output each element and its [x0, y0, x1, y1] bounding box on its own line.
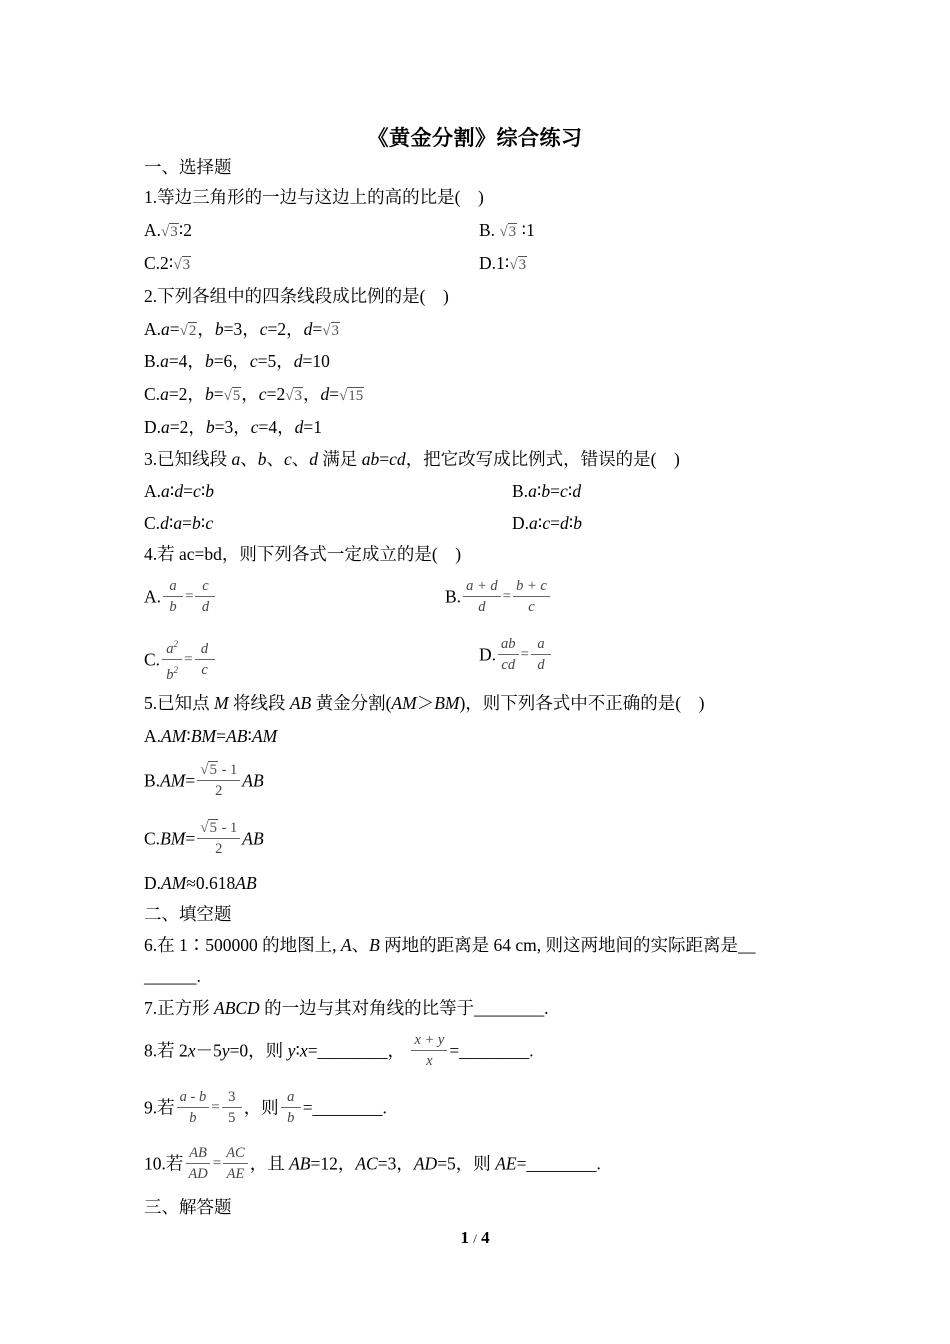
question-1-option-b: B. √3 ∶1 — [479, 220, 535, 240]
question-3-option-b: B.a∶b=c∶d — [512, 481, 582, 501]
page-title: 《黄金分割》综合练习 — [367, 126, 583, 150]
question-5-option-a: A.AM∶BM=AB∶AM — [144, 726, 278, 746]
question-9: 9.若 $\frac{a - b}{b}$ = $\frac{3}{5}$ ，则 $\frac{a}{b}$ =________. — [144, 1089, 387, 1126]
question-3-option-a: A.a∶d=c∶b — [144, 481, 215, 501]
question-2-option-c: C.a=2，b=√5，c=2√3，d=√15 — [144, 384, 364, 404]
question-4-option-d: D. $\frac{ab}{cd}$ = $\frac{a}{d}$ — [479, 634, 553, 675]
sqrt-3: √3 — [499, 224, 517, 240]
question-1-option-c: C.2∶√3 — [144, 253, 191, 273]
question-7: 7.正方形 ABCD 的一边与其对角线的比等于________. — [144, 998, 549, 1018]
sqrt-3: √3 — [509, 257, 527, 273]
question-5-option-c: C.BM= $\frac{√5 - 1}{2}$ AB — [144, 820, 264, 857]
question-4-option-a: A. $\frac{a}{b}$ = $\frac{c}{d}$ — [144, 576, 217, 617]
question-5-option-d: D.AM≈0.618AB — [144, 873, 257, 893]
question-5-option-b: B.AM= $\frac{√5 - 1}{2}$ AB — [144, 762, 264, 799]
question-6-line-1: 6.在 1∶500000 的地图上, A、B 两地的距离是 64 cm, 则这两地间的实际距离是__ — [144, 935, 756, 955]
question-1-option-a: A.√3∶2 — [144, 220, 193, 240]
question-5-stem: 5.已知点 M 将线段 AB 黄金分割(AM＞BM)，则下列各式中不正确的是( ) — [144, 693, 705, 713]
question-2-option-a: A.a=√2，b=3，c=2，d=√3 — [144, 319, 340, 339]
sqrt-3: √3 — [173, 257, 191, 273]
question-1-stem: 1.等边三角形的一边与这边上的高的比是( ) — [144, 187, 484, 207]
sqrt-3: √3 — [161, 224, 178, 240]
question-4-option-c: C. $\frac{a^2}{b^2}$ = $\frac{d}{c}$ — [144, 634, 217, 685]
question-3-option-c: C.d∶a=b∶c — [144, 513, 214, 533]
section-heading-answer: 三、解答题 — [144, 1197, 232, 1217]
question-2-option-d: D.a=2，b=3，c=4，d=1 — [144, 417, 323, 437]
section-heading-fill: 二、填空题 — [144, 904, 232, 924]
page-number: 1 / 4 — [460, 1228, 490, 1247]
question-4-stem: 4.若 ac=bd，则下列各式一定成立的是( ) — [144, 544, 462, 564]
section-heading-choice: 一、选择题 — [144, 157, 232, 177]
question-1-option-d: D.1∶√3 — [479, 253, 527, 273]
question-2-option-b: B.a=4，b=6，c=5，d=10 — [144, 351, 330, 371]
question-4-option-b: B. $\frac{a + d}{d}$ = $\frac{b + c}{c}$ — [445, 576, 552, 617]
question-3-option-d: D.a∶c=d∶b — [512, 513, 583, 533]
question-6-line-2: ______. — [144, 966, 201, 986]
question-3-stem: 3.已知线段 a、b、c、d 满足 ab=cd，把它改写成比例式，错误的是( ) — [144, 449, 680, 469]
question-2-stem: 2.下列各组中的四条线段成比例的是( ) — [144, 286, 449, 306]
question-10: 10.若 $\frac{AB}{AD}$ = $\frac{AC}{AE}$ ，且 AB=12，AC=3，AD=5，则 AE=________. — [144, 1145, 601, 1182]
question-8: 8.若 2x－5y=0，则 y∶x=________， $\frac{x + y}{x}$ =________. — [144, 1032, 534, 1069]
